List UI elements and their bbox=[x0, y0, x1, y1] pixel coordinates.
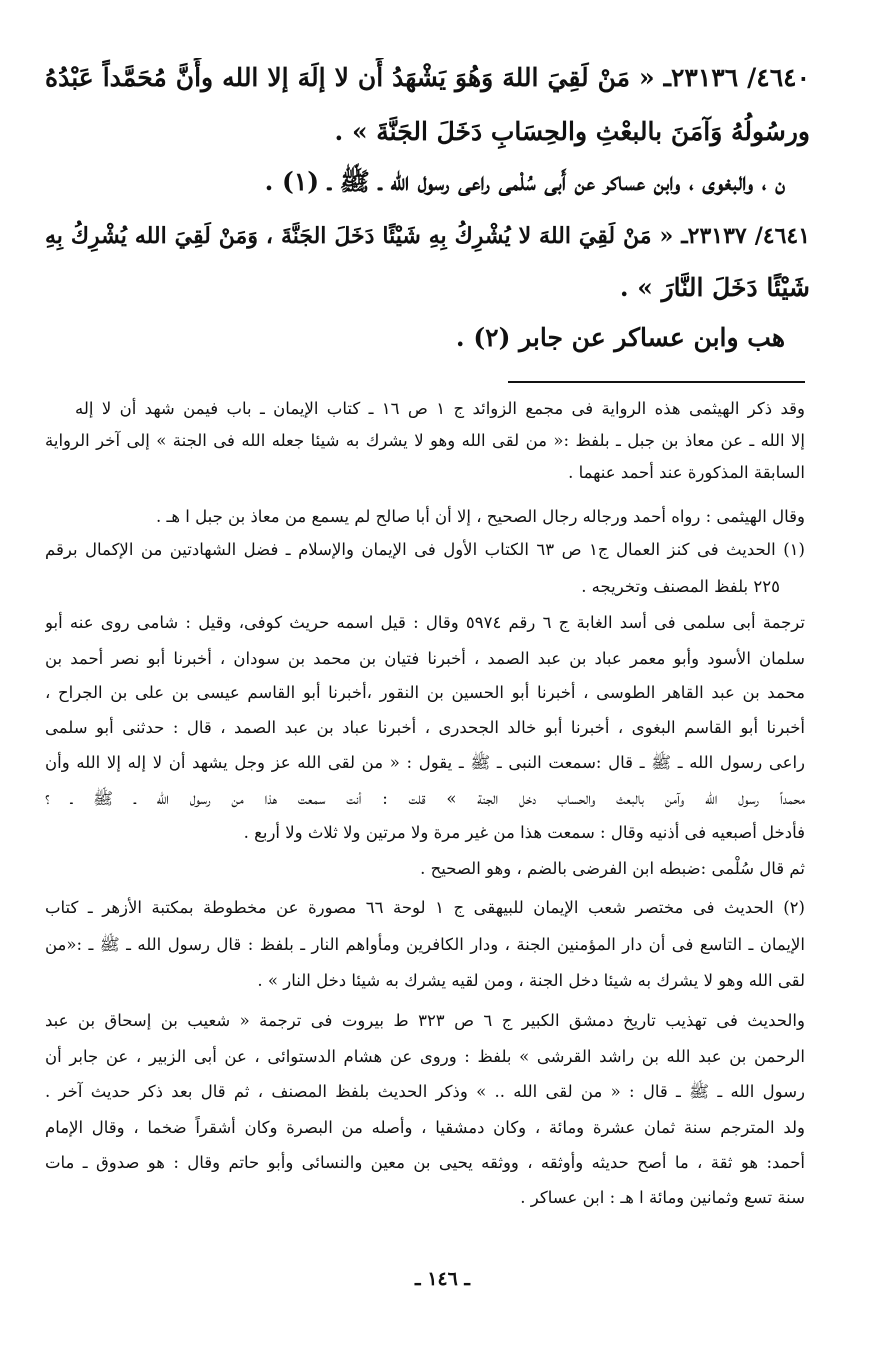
hadith-4640-line-1: ٤٦٤٠/ ٢٣١٣٦ـ « مَنْ لَقِيَ اللهَ وَهُوَ يَشْهَدُ أَن لا إلَهَ إلا الله وأَنَّ مُحَمَّداً عَبْدُهُ bbox=[45, 63, 810, 92]
footnote-line: وقد ذكر الهيثمى هذه الرواية فى مجمع الزوائد ج ١ ص ١٦ ـ كتاب الإيمان ـ باب فيمن شهد أن لا إله bbox=[75, 399, 805, 418]
page-number: ـ ١٤٦ ـ bbox=[415, 1268, 470, 1290]
footnote-line: محمد بن عبد القاهر الطوسى ، أخبرنا أبو الحسين بن النقور ،أخبرنا أبو القاسم عيسى بن على بن الجراح ، bbox=[45, 683, 805, 702]
footnote-line: لقى الله وهو لا يشرك به شيئا دخل الجنة ، ومن لقيه يشرك به شيئا دخل النار » . bbox=[257, 971, 805, 990]
footnote-line: راعى رسول الله ـ ﷺ ـ قال :سمعت النبى ـ ﷺ ـ يقول : « من لقى الله عز وجل يشهد أن لا إله إلا الله وأن bbox=[45, 753, 805, 772]
footnote-line: سنة تسع وثمانين ومائة ا هـ : ابن عساكر . bbox=[520, 1188, 805, 1207]
footnote-1-line: (١) الحديث فى كنز العمال ج١ ص ٦٣ الكتاب الأول فى الإيمان والإسلام ـ فضل الشهادتين من الإكمال برقم bbox=[45, 540, 805, 559]
footnote-line: سلمان الأسود وأبو معمر عباد بن عبد الصمد ، أخبرنا فتيان بن محمد بن سودان ، أخبرنا أبو نصر أحمد بن bbox=[45, 649, 805, 668]
footnote-line: السابقة المذكورة عند أحمد عنهما . bbox=[568, 463, 805, 482]
hadith-4640-source: ن ، والبغوى ، وابن عساكر عن أَبى سُلْمى راعى رسول الله ـ ﷺ ـ (١) . bbox=[264, 167, 785, 196]
footnote-2-line: (٢) الحديث فى مختصر شعب الإيمان للبيهقى ج ١ لوحة ٦٦ مصورة عن مخطوطة بمكتبة الأزهر ـ كتاب bbox=[45, 898, 805, 917]
footnote-line: ثم قال سُلْمى :ضبطه ابن الفرضى بالضم ، وهو الصحيح . bbox=[420, 859, 805, 878]
footnote-line: فأدخل أصبعيه فى أذنيه وقال : سمعت هذا من غير مرة ولا مرتين ولا ثلاث ولا أربع . bbox=[243, 823, 805, 842]
footnote-line: والحديث فى تهذيب تاريخ دمشق الكبير ج ٦ ص ٣٢٣ ط بيروت فى ترجمة « شعيب بن إسحاق بن عبد bbox=[45, 1011, 805, 1030]
footnote-line: وقال الهيثمى : رواه أحمد ورجاله رجال الصحيح ، إلا أن أبا صالح لم يسمع من معاذ بن جبل ا هـ . bbox=[156, 507, 805, 526]
hadith-4641-line-1: ٤٦٤١/ ٢٣١٣٧ـ « مَنْ لَقِيَ اللهَ لا يُشْرِكُ بِهِ شَيْئًا دَخَلَ الجَنَّةَ ، وَمَنْ لَقِيَ الله يُشْرِكُ بِهِ bbox=[45, 223, 810, 249]
footnote-line: رسول الله ـ ﷺ ـ قال : « من لقى الله .. » وذكر الحديث بلفظ المصنف ، ثم قال بعد ذكر حديث آخر . bbox=[45, 1082, 805, 1101]
footnote-line: أخبرنا أبو القاسم البغوى ، أخبرنا أبو خالد الجحدرى ، أخبرنا عباد بن عبد الصمد ، قال : حدثنى أبو سلمى bbox=[45, 718, 805, 737]
footnote-line: الرحمن بن عبد الله بن راشد القرشى » بلفظ : وروى عن هشام الدستوائى ، عن أبى الزبير ، عن جابر أن bbox=[45, 1047, 805, 1066]
footnote-line: ٢٢٥ بلفظ المصنف وتخريجه . bbox=[581, 577, 780, 596]
hadith-4640-line-2: ورسُولُهُ وَآمَنَ بالبعْثِ والحِسَابِ دَخَلَ الجَنَّةَ » . bbox=[334, 117, 810, 146]
footnote-line: الإيمان ـ التاسع فى أن دار المؤمنين الجنة ، ودار الكافرين ومأواهم النار ـ بلفظ : قال رسول الله ـ ﷺ ـ :«من bbox=[45, 935, 805, 954]
footnote-line: ترجمة أبى سلمى فى أسد الغابة ج ٦ رقم ٥٩٧٤ وقال : قيل اسمه حريث كوفى، وقيل : شامى روى عنه أبو bbox=[45, 613, 805, 632]
footnote-line: أحمد: هو ثقة ، ما أصح حديثه وأوثقه ، ووثقه يحيى بن معين والنسائى وأبو حاتم وقال : هو صدوق ـ مات bbox=[45, 1153, 805, 1172]
hadith-4641-source: هب وابن عساكر عن جابر (٢) . bbox=[455, 323, 785, 352]
footnote-separator bbox=[508, 381, 805, 383]
hadith-4641-line-2: شَيْئًا دَخَلَ النَّارَ » . bbox=[619, 273, 810, 302]
footnote-line: محمداً رسول الله وآمن بالبعث والحساب دخل الجنة » قلت : أنت سمعت هذا من رسول الله ـ ﷺ ـ ؟ bbox=[45, 789, 805, 808]
footnote-line: ولد المترجم سنة ثمان عشرة ومائة ، وكان دمشقيا ، وأصله من البصرة وكان أشقراً ضخما ، وقال الإمام bbox=[45, 1118, 805, 1137]
footnote-line: إلا الله ـ عن معاذ بن جبل ـ بلفظ :« من لقى الله وهو لا يشرك به شيئا جعله الله فى الجنة » إلى آخر الرواية bbox=[45, 431, 805, 450]
